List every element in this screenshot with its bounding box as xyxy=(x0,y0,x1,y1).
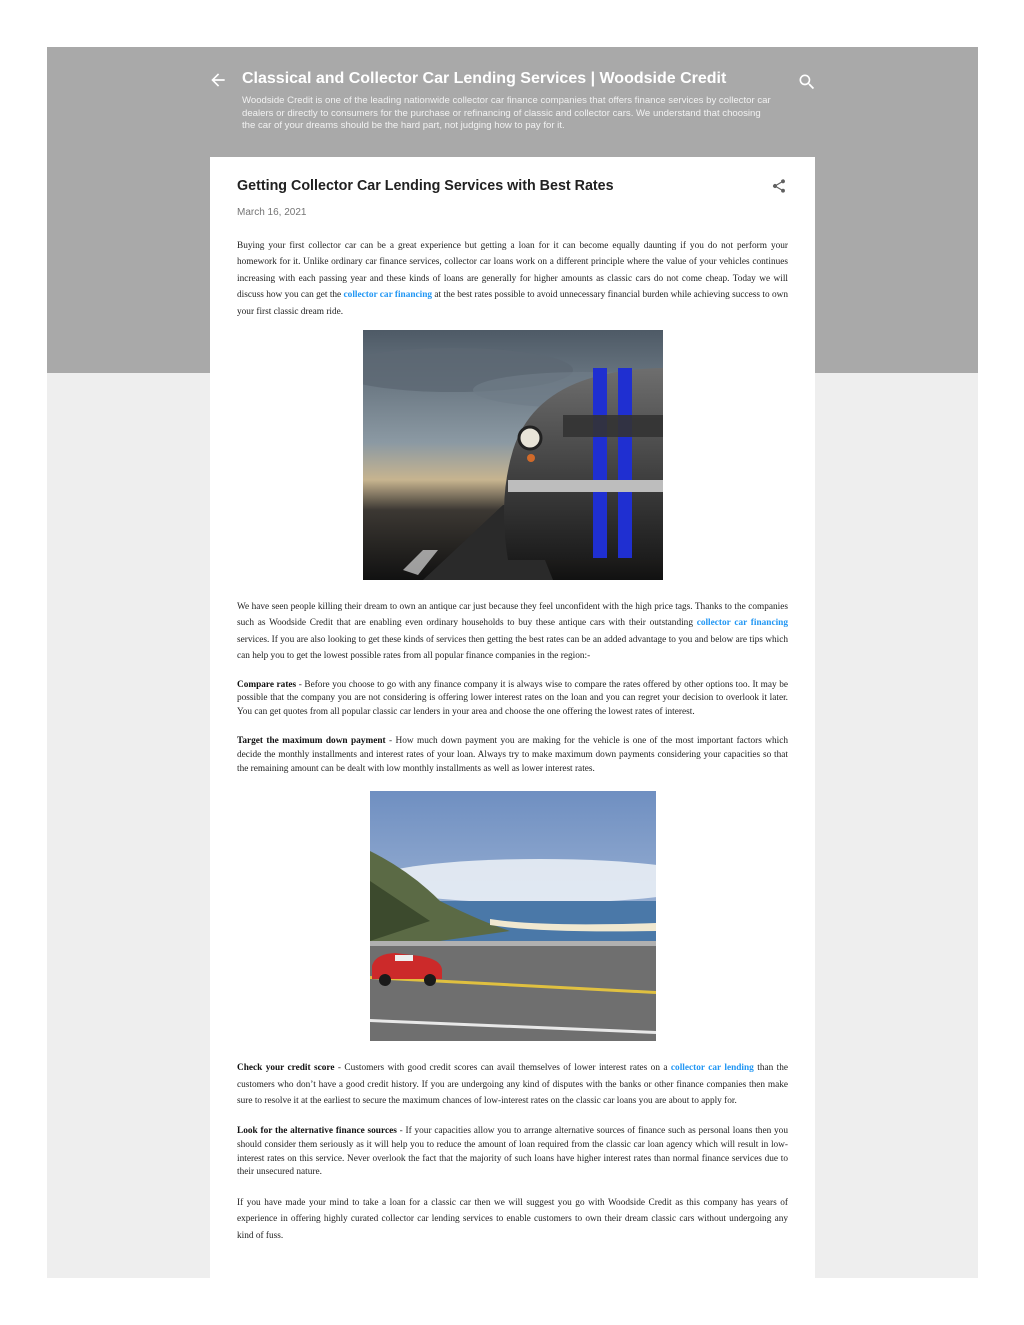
tip-text: - Before you choose to go with any finance company it is always wise to compare the rates offered by other options too. It may be possible that the company you are not considering is offering lower interest rates on the loan and you can regret your decision to overlook it later. You can get quotes from all popular classic car lenders in your area and choose the one offering the lowest rates of interest. xyxy=(237,679,788,717)
closing-paragraph: If you have made your mind to take a loan for a classic car then we will suggest you go with Woodside Credit as this company has years of experience in offering highly curated collector car lending services to enable customers to own their dream classic cars without undergoing any kind of fuss. xyxy=(237,1197,788,1241)
tip-heading: Check your credit score xyxy=(237,1063,335,1074)
tip-heading: Look for the alternative finance sources xyxy=(237,1126,397,1137)
collector-car-lending-link[interactable]: collector car lending xyxy=(670,1063,754,1074)
second-paragraph xyxy=(237,599,788,665)
second-text: We have seen people killing their dream to own an antique car just because they feel unconfident with the high price tags. Thanks to the companies such as Woodside Credit that are enabling even ordinary households to buy these antique cars with their outstanding xyxy=(237,602,788,629)
search-button[interactable] xyxy=(797,72,817,92)
post-date: March 16, 2021 xyxy=(237,207,307,218)
muscle-car-image xyxy=(363,330,663,580)
share-icon xyxy=(771,178,787,194)
search-icon xyxy=(797,72,817,92)
tip-compare-rates xyxy=(237,679,788,720)
tip-text: - How much down payment you are making for the vehicle is one of the most important factors which decide the monthly installments and interest rates of your loan. Always try to make maximum down payments considering your capacities so that the remaining amount can be dealt with low monthly installments as well as lower interest rates. xyxy=(237,736,788,774)
collector-car-financing-link[interactable]: collector car financing xyxy=(343,290,433,301)
page-canvas xyxy=(47,47,978,1278)
post-card xyxy=(210,157,815,1278)
tip-text: - If your capacities allow you to arrange alternative sources of finance such as personal loans then you should consider them seriously as it will help you to reduce the amount of loan required from the classic car loan agency which will result in low-interest rates on this service. Never overlook the fact that the majority of such loans have higher interest rates than normal finance services due to their unsecured nature. xyxy=(237,1126,788,1178)
share-button[interactable] xyxy=(771,178,787,194)
intro-text: Buying your first collector car can be a great experience but getting a loan for it can become equally daunting if you do not perform your homework for it. Unlike ordinary car finance services, collector car loans work on a different principle where the value of your vehicles continues increasing with each passing year and these kinds of loans are generally for higher amounts as classic cars do not come cheap. Today we will discuss how you can get the xyxy=(237,241,788,301)
tip-credit-score xyxy=(237,1060,788,1109)
post-title[interactable]: Getting Collector Car Lending Services with Best Rates xyxy=(237,178,614,194)
arrow-back-icon xyxy=(208,70,228,90)
tip-alternative-finance xyxy=(237,1125,788,1179)
blog-description: Woodside Credit is one of the leading nationwide collector car finance companies that offers finance services by collector car dealers or directly to consumers for the purchase or refinancing of classic and collector cars. We understand that choosing the car of your dreams should be the hard part, not judging how to pay for it. xyxy=(242,95,771,131)
intro-text-end: at the best rates possible to avoid unnecessary financial burden while achieving success to own your first classic dream ride. xyxy=(237,290,788,317)
post-body xyxy=(237,238,788,1244)
tip-down-payment xyxy=(237,735,788,776)
back-button[interactable] xyxy=(208,70,228,90)
tip-text: - Customers with good credit scores can avail themselves of lower interest rates on a xyxy=(334,1063,671,1074)
tip-heading: Target the maximum down payment xyxy=(237,736,386,747)
second-text-end: services. If you are also looking to get these kinds of services then getting the best rates can be an added advantage to you and below are tips which can help you to get the lowest possible rates from all popular finance companies in the region:- xyxy=(237,634,788,662)
coastal-road-image xyxy=(370,791,656,1041)
collector-car-financing-link-2[interactable]: collector car financing xyxy=(696,618,788,629)
tip-text-end: than the customers who don’t have a good credit history. If you are undergoing any kind of disputes with the banks or other finance companies then make sure to resolve it at the earliest to secure the maximum chances of low-interest rates on the classic car loans you are about to apply for. xyxy=(237,1063,789,1107)
intro-paragraph xyxy=(237,238,788,320)
tip-heading: Compare rates xyxy=(237,679,297,690)
blog-title[interactable]: Classical and Collector Car Lending Services | Woodside Credit xyxy=(242,70,727,87)
